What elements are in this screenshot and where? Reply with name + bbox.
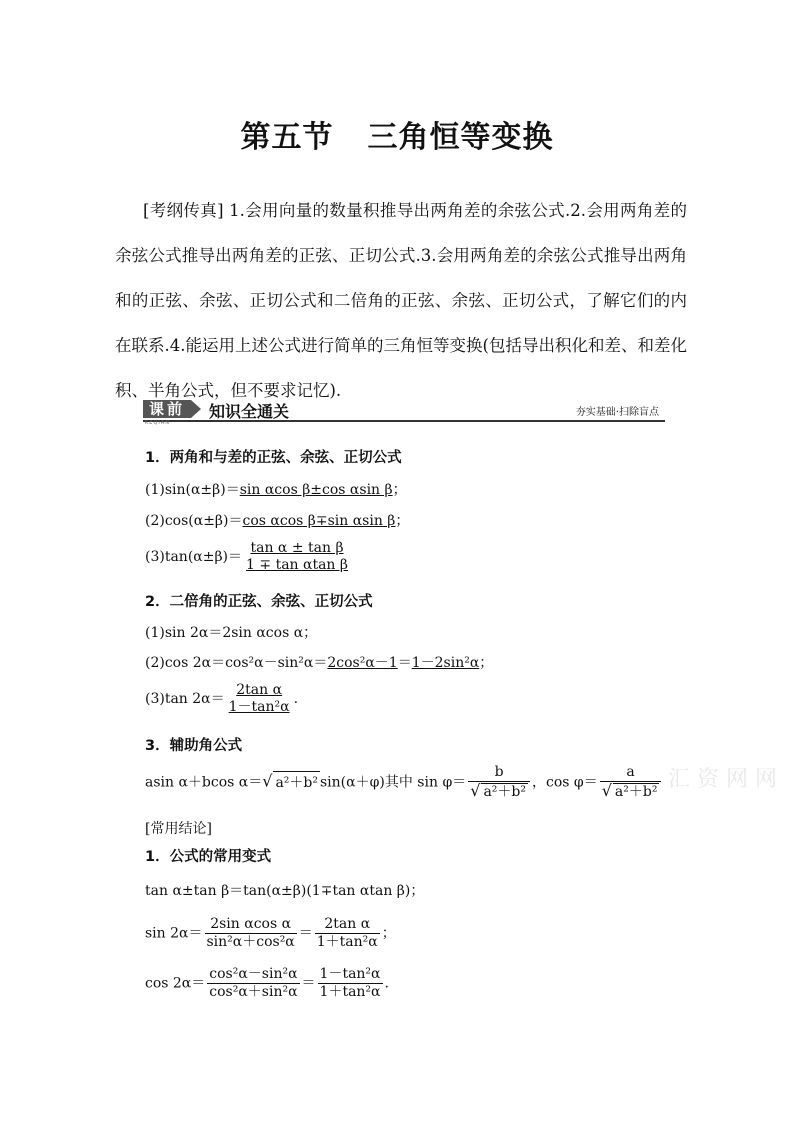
outline-text: 1.会用向量的数量积推导出两角差的余弦公式.2.会用两角差的余弦公式推导出两角差的正弦、正切公式.3.会用两角差的余弦公式推导出两角和的正弦、余弦、正切公式和二倍角的正弦、余弦、正切公式，了解它们的内在联系.4.能运用上述公式进行简单的三角恒等变换(包括导出积化和差、和差化积、半角公式，但不要求记忆).	[115, 201, 688, 400]
conclusions-heading: 1．公式的常用变式	[145, 849, 272, 865]
banner-badge-sub: KEQIAN	[145, 420, 171, 426]
formula-tan-variant: tan α±tan β＝tan(α±β)(1∓tan αtan β)；	[145, 883, 425, 899]
formula-sin-double: (1)sin 2α＝2sin αcos α；	[145, 625, 318, 641]
outline-tag: [考纲传真]	[143, 201, 224, 220]
formula-cos-double: (2)cos 2α＝cos²α－sin²α＝2cos²α－1＝1－2sin²α；	[145, 655, 494, 671]
formula-cos-sum: (2)cos(α±β)＝cos αcos β∓sin αsin β；	[145, 513, 410, 529]
conclusions-tag: [常用结论]	[145, 821, 212, 837]
formula-auxiliary-angle: asin α＋bcos α＝√ a²＋b² sin(α＋φ)其中 sin φ＝ $\frac{b}{\text{√ a²＋b²}}$ ，cos φ＝ $\frac{a}{\text{√ a²＋b²}}$	[145, 764, 663, 801]
section-banner	[143, 398, 665, 426]
formula-sin-sum: (1)sin(α±β)＝sin αcos β±cos αsin β；	[145, 482, 407, 498]
exam-outline	[115, 188, 687, 413]
watermark: 汇 资 网 网	[668, 767, 777, 792]
formula-sin2a-variant: sin 2α＝ $\frac{\text{2sin αcos α}}{\text{sin²α＋cos²α}}$ ＝ $\frac{\text{2tan α}}{\text{1＋tan²α}}$ ；	[145, 916, 396, 950]
page-title: 第五节 三角恒等变换	[240, 120, 554, 155]
formula-tan-double: (3)tan 2α＝ $\frac{\text{2tan α}}{\text{1－tan²α}}$ .	[145, 682, 299, 715]
banner-title: 知识全通关	[209, 402, 290, 421]
banner-badge: 课前	[143, 400, 191, 418]
section-2-heading: 2．二倍角的正弦、余弦、正切公式	[145, 594, 373, 610]
section-3-heading: 3．辅助角公式	[145, 738, 243, 754]
section-1-heading: 1．两角和与差的正弦、余弦、正切公式	[145, 450, 402, 466]
badge-arrow-icon	[191, 400, 201, 418]
banner-slogan: 夯实基础·扫除盲点	[575, 407, 659, 418]
formula-tan-sum: (3)tan(α±β)＝ $\frac{\text{tan α ± tan β}}{\text{1 ∓ tan αtan β}}$	[145, 540, 348, 573]
formula-cos2a-variant: cos 2α＝ $\frac{\text{cos²α－sin²α}}{\text{cos²α＋sin²α}}$ ＝ $\frac{\text{1－tan²α}}{\text{1＋tan²α}}$ .	[145, 966, 389, 1000]
